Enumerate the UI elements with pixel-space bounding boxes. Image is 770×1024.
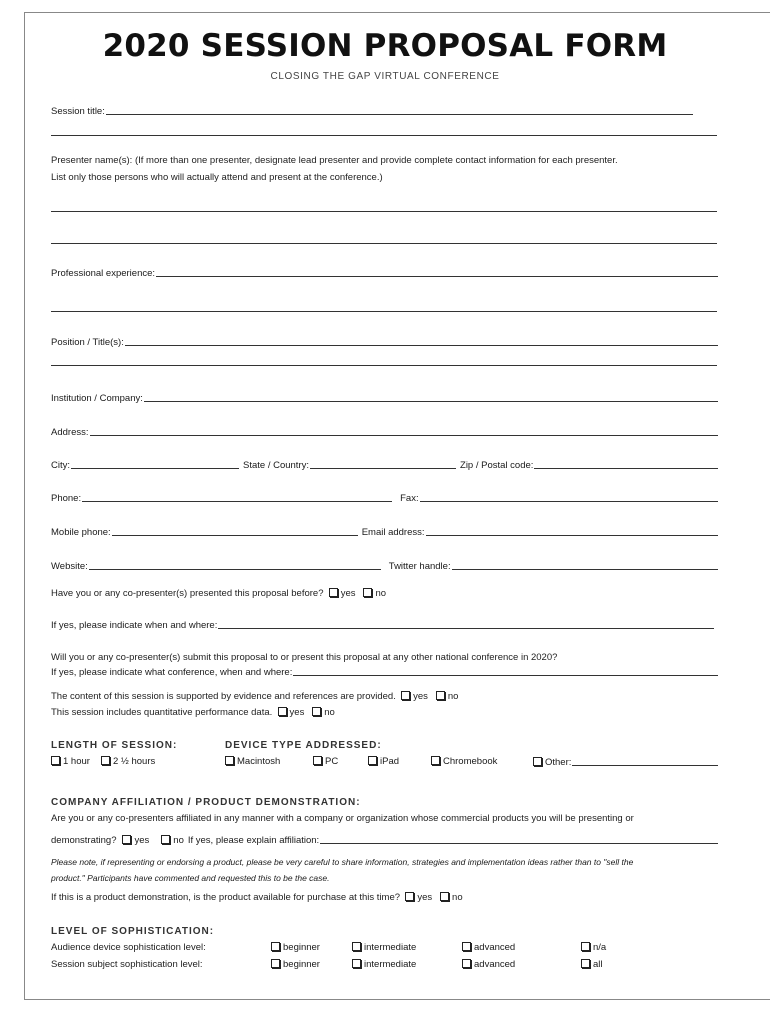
presented-before-label: Have you or any co-presenter(s) presented this proposal before? bbox=[51, 588, 324, 599]
device-option-label: Other: bbox=[545, 757, 572, 768]
length-2-5-hours[interactable] bbox=[101, 756, 155, 767]
session-title-field-line-2[interactable] bbox=[51, 135, 717, 136]
checkbox-icon[interactable] bbox=[581, 959, 590, 968]
subject-advanced[interactable] bbox=[462, 959, 515, 970]
checkbox-icon[interactable] bbox=[312, 707, 321, 716]
audience-intermediate[interactable] bbox=[352, 942, 416, 953]
length-1-hour[interactable] bbox=[51, 756, 90, 767]
audience-advanced[interactable] bbox=[462, 942, 515, 953]
what-conference-field[interactable] bbox=[293, 664, 718, 676]
presenter-names-label: Presenter name(s): (If more than one presenter, designate lead presenter and provide complete contact information for each presenter. bbox=[51, 155, 618, 166]
checkbox-icon[interactable] bbox=[101, 756, 110, 765]
presented-before-no[interactable] bbox=[363, 588, 386, 599]
professional-experience-label: Professional experience: bbox=[51, 268, 156, 279]
checkbox-icon[interactable] bbox=[436, 691, 445, 700]
audience-beginner[interactable] bbox=[271, 942, 320, 953]
company-question: Are you or any co-presenters affiliated in any manner with a company or organization whose commercial products you will be presenting or bbox=[51, 813, 634, 824]
device-ipad[interactable] bbox=[368, 756, 399, 767]
twitter-field[interactable] bbox=[452, 558, 718, 570]
subject-beginner[interactable] bbox=[271, 959, 320, 970]
institution-field[interactable] bbox=[144, 390, 718, 402]
option-label: advanced bbox=[474, 959, 516, 970]
professional-experience-row bbox=[51, 265, 721, 279]
checkbox-icon[interactable] bbox=[278, 707, 287, 716]
fax-field[interactable] bbox=[420, 490, 718, 502]
address-row bbox=[51, 424, 721, 438]
checkbox-icon[interactable] bbox=[161, 835, 170, 844]
device-chromebook[interactable] bbox=[431, 756, 497, 767]
subject-level-label: Session subject sophistication level: bbox=[51, 959, 203, 970]
checkbox-icon[interactable] bbox=[329, 588, 338, 597]
subject-intermediate[interactable] bbox=[352, 959, 416, 970]
company-affiliation-row bbox=[51, 832, 721, 846]
presenter-names-note: List only those persons who will actually attend and present at the conference.) bbox=[51, 172, 383, 183]
fax-label: Fax: bbox=[400, 493, 419, 504]
professional-experience-field[interactable] bbox=[156, 265, 718, 277]
mobile-field[interactable] bbox=[112, 524, 358, 536]
email-label: Email address: bbox=[361, 527, 425, 538]
checkbox-icon[interactable] bbox=[122, 835, 131, 844]
position-label: Position / Title(s): bbox=[51, 337, 124, 348]
checkbox-icon[interactable] bbox=[51, 756, 60, 765]
quantitative-yes[interactable] bbox=[278, 707, 305, 718]
checkbox-icon[interactable] bbox=[352, 942, 361, 951]
twitter-label: Twitter handle: bbox=[388, 561, 451, 572]
when-where-row bbox=[51, 617, 717, 631]
quantitative-label: This session includes quantitative performance data. bbox=[51, 707, 273, 718]
quantitative-no[interactable] bbox=[312, 707, 335, 718]
product-available-yes[interactable] bbox=[405, 892, 432, 903]
yes-label: yes bbox=[134, 835, 150, 846]
session-title-row bbox=[51, 103, 696, 117]
option-label: n/a bbox=[593, 942, 607, 953]
length-heading: LENGTH OF SESSION: bbox=[51, 740, 178, 751]
checkbox-icon[interactable] bbox=[401, 691, 410, 700]
company-no[interactable] bbox=[161, 835, 184, 846]
yes-label: yes bbox=[417, 892, 433, 903]
city-state-zip-row bbox=[51, 457, 721, 471]
position-field[interactable] bbox=[125, 334, 718, 346]
quantitative-question bbox=[51, 707, 335, 718]
phone-label: Phone: bbox=[51, 493, 82, 504]
website-field[interactable] bbox=[89, 558, 381, 570]
no-label: no bbox=[375, 588, 387, 599]
device-heading: DEVICE TYPE ADDRESSED: bbox=[225, 740, 382, 751]
website-twitter-row bbox=[51, 558, 721, 572]
checkbox-icon[interactable] bbox=[533, 757, 542, 766]
option-label: intermediate bbox=[364, 959, 417, 970]
explain-affiliation-field[interactable] bbox=[320, 832, 718, 844]
when-where-field[interactable] bbox=[218, 617, 714, 629]
option-label: advanced bbox=[474, 942, 516, 953]
session-title-field[interactable] bbox=[106, 103, 693, 115]
mobile-email-row bbox=[51, 524, 721, 538]
subject-all[interactable] bbox=[581, 959, 603, 970]
presenter-names-field-1[interactable] bbox=[51, 211, 717, 212]
checkbox-icon[interactable] bbox=[462, 959, 471, 968]
session-title-label: Session title: bbox=[51, 106, 105, 117]
website-label: Website: bbox=[51, 561, 88, 572]
city-label: City: bbox=[51, 460, 70, 471]
phone-fax-row bbox=[51, 490, 721, 504]
product-available-question bbox=[51, 892, 463, 903]
yes-label: yes bbox=[289, 707, 305, 718]
evidence-label: The content of this session is supported by evidence and references are provided. bbox=[51, 691, 396, 702]
no-label: no bbox=[324, 707, 335, 718]
option-label: all bbox=[593, 959, 603, 970]
what-conference-row bbox=[51, 664, 721, 678]
product-available-label: If this is a product demonstration, is the product available for purchase at this time? bbox=[51, 892, 401, 903]
checkbox-icon[interactable] bbox=[368, 756, 377, 765]
company-heading: COMPANY AFFILIATION / PRODUCT DEMONSTRATION: bbox=[51, 797, 361, 808]
option-label: intermediate bbox=[364, 942, 417, 953]
presented-before-question bbox=[51, 588, 386, 599]
submit-other-question: Will you or any co-presenter(s) submit this proposal to or present this proposal at any other national conference in 2020? bbox=[51, 652, 558, 663]
checkbox-icon[interactable] bbox=[431, 756, 440, 765]
company-note: Please note, if representing or endorsing a product, please be very careful to share information, strategies and implementation ideas rather than to "sell the bbox=[51, 857, 634, 867]
checkbox-icon[interactable] bbox=[363, 588, 372, 597]
checkbox-icon[interactable] bbox=[581, 942, 590, 951]
state-label: State / Country: bbox=[243, 460, 310, 471]
evidence-no[interactable] bbox=[436, 691, 459, 702]
no-label: no bbox=[452, 892, 463, 903]
position-row bbox=[51, 334, 721, 348]
mobile-label: Mobile phone: bbox=[51, 527, 111, 538]
when-where-label: If yes, please indicate when and where: bbox=[51, 620, 218, 631]
checkbox-icon[interactable] bbox=[405, 892, 414, 901]
length-option-label: 1 hour bbox=[63, 756, 90, 767]
professional-experience-field-2[interactable] bbox=[51, 311, 717, 312]
device-pc[interactable] bbox=[313, 756, 338, 767]
no-label: no bbox=[173, 835, 184, 846]
device-other-field[interactable] bbox=[572, 754, 718, 766]
company-yes[interactable] bbox=[122, 835, 149, 846]
institution-row bbox=[51, 390, 721, 404]
presenter-names-field-2[interactable] bbox=[51, 243, 717, 244]
checkbox-icon[interactable] bbox=[462, 942, 471, 951]
checkbox-icon[interactable] bbox=[352, 959, 361, 968]
product-available-no[interactable] bbox=[440, 892, 463, 903]
state-field[interactable] bbox=[310, 457, 456, 469]
no-label: no bbox=[447, 691, 459, 702]
company-note-cont: product." Participants have commented and requested this to be the case. bbox=[51, 873, 330, 883]
address-field[interactable] bbox=[90, 424, 719, 436]
audience-level-label: Audience device sophistication level: bbox=[51, 942, 206, 953]
device-option-label: Macintosh bbox=[237, 756, 281, 767]
device-other bbox=[533, 754, 721, 768]
audience-na[interactable] bbox=[581, 942, 606, 953]
yes-label: yes bbox=[413, 691, 428, 702]
address-label: Address: bbox=[51, 427, 89, 438]
yes-label: yes bbox=[340, 588, 356, 599]
device-option-label: Chromebook bbox=[443, 756, 498, 767]
what-conference-label: If yes, please indicate what conference, when and where: bbox=[51, 667, 293, 678]
device-option-label: iPad bbox=[380, 756, 400, 767]
length-option-label: 2 ½ hours bbox=[113, 756, 156, 767]
checkbox-icon[interactable] bbox=[271, 959, 280, 968]
email-field[interactable] bbox=[426, 524, 718, 536]
position-field-2[interactable] bbox=[51, 365, 717, 366]
zip-field[interactable] bbox=[534, 457, 718, 469]
device-other-option[interactable] bbox=[533, 757, 571, 768]
form-title: 2020 SESSION PROPOSAL FORM bbox=[102, 28, 668, 64]
device-macintosh[interactable] bbox=[225, 756, 280, 767]
institution-label: Institution / Company: bbox=[51, 393, 143, 404]
explain-affiliation-label: If yes, please explain affiliation: bbox=[187, 835, 320, 846]
checkbox-icon[interactable] bbox=[440, 892, 449, 901]
checkbox-icon[interactable] bbox=[313, 756, 322, 765]
city-field[interactable] bbox=[71, 457, 239, 469]
sophistication-heading: LEVEL OF SOPHISTICATION: bbox=[51, 926, 215, 937]
device-option-label: PC bbox=[325, 756, 339, 767]
checkbox-icon[interactable] bbox=[271, 942, 280, 951]
evidence-yes[interactable] bbox=[401, 691, 428, 702]
checkbox-icon[interactable] bbox=[225, 756, 234, 765]
evidence-question bbox=[51, 691, 458, 702]
phone-field[interactable] bbox=[82, 490, 392, 502]
company-question-cont: demonstrating? bbox=[51, 835, 117, 846]
option-label: beginner bbox=[283, 942, 320, 953]
form-subtitle: CLOSING THE GAP VIRTUAL CONFERENCE bbox=[270, 71, 500, 82]
option-label: beginner bbox=[283, 959, 320, 970]
presented-before-yes[interactable] bbox=[329, 588, 356, 599]
zip-label: Zip / Postal code: bbox=[460, 460, 534, 471]
